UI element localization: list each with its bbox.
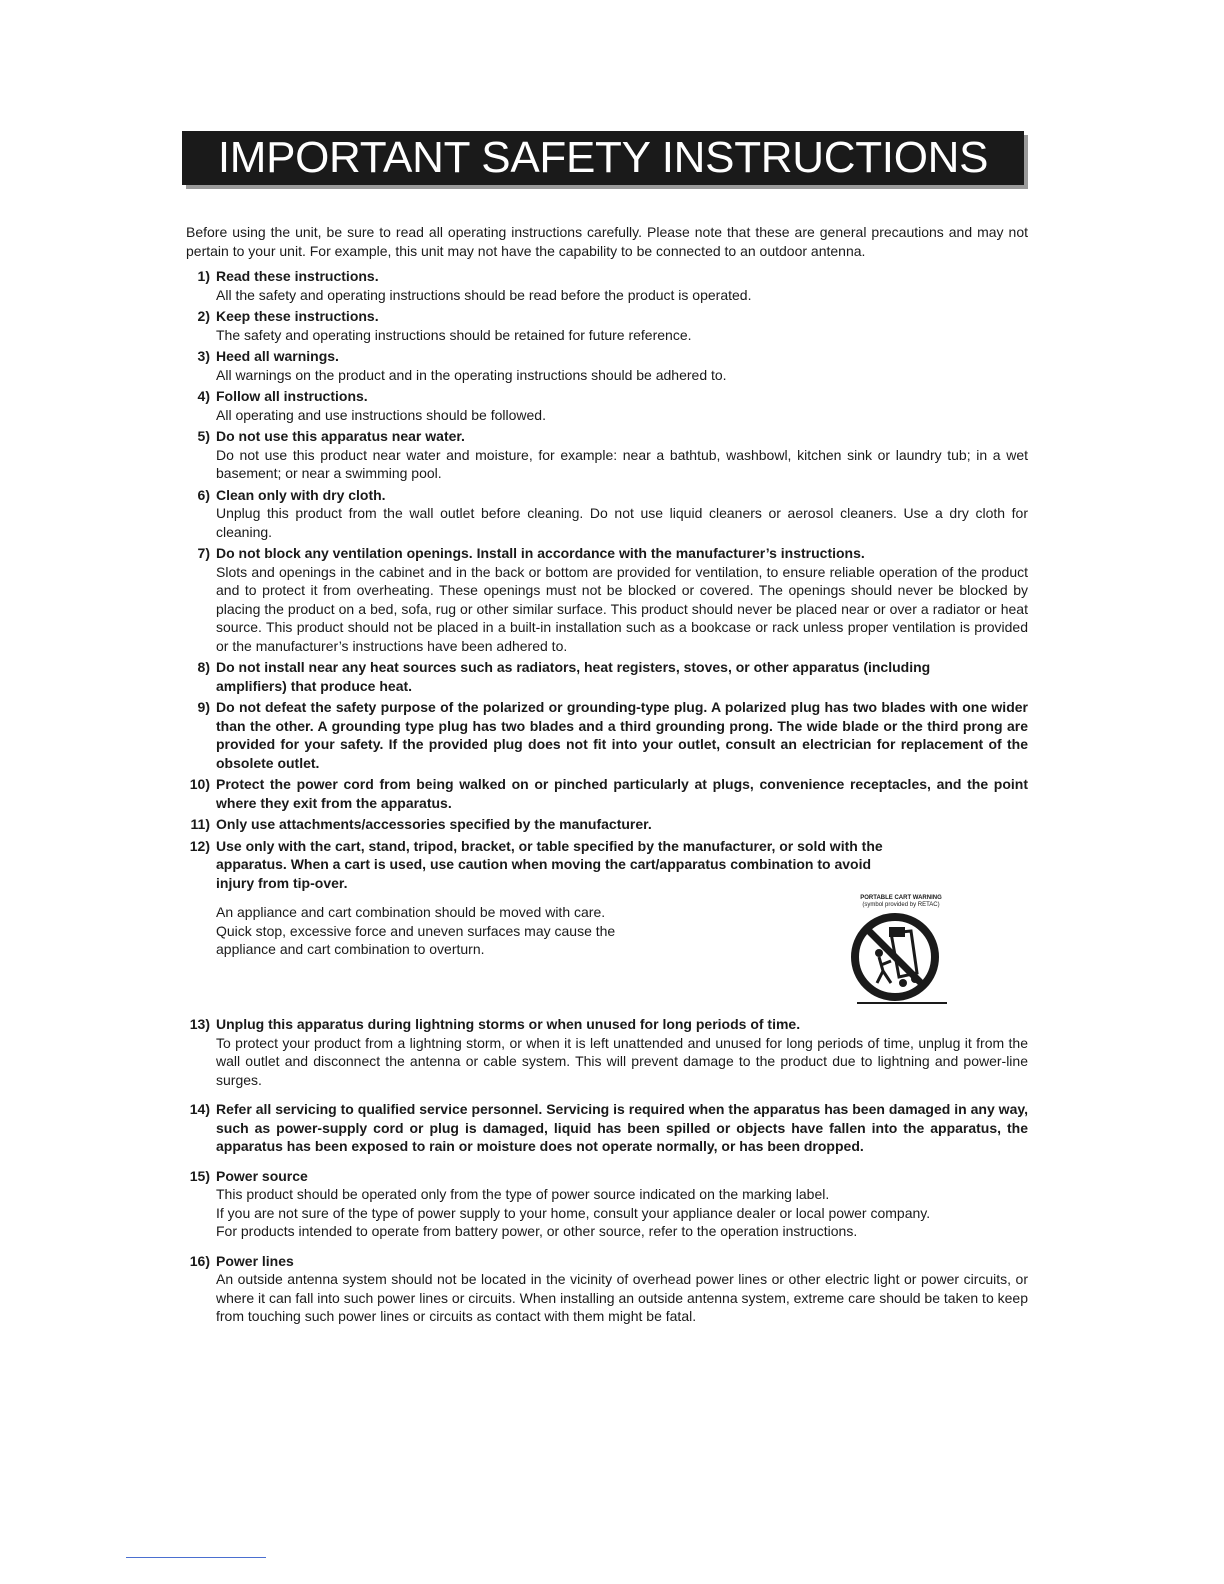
cart-warning-section xyxy=(186,895,1028,1007)
list-item xyxy=(186,1015,1028,1089)
cart-note xyxy=(216,903,656,959)
list-item xyxy=(186,775,1028,812)
item-body: Do not use this product near water and moisture, for example: near a bathtub, washbowl, kitchen sink or laundry tub; in a wet basement; or near a swimming pool. xyxy=(216,446,1028,481)
instruction-list xyxy=(186,267,1028,1329)
no-cart-tipover-icon xyxy=(851,913,951,1005)
item-number: 2) xyxy=(197,308,210,324)
item-body: All warnings on the product and in the operating instructions should be adhered to. xyxy=(216,366,727,383)
item-body: To protect your product from a lightning storm, or when it is left unattended and unused for long periods of time, unplug it from the wall outlet and disconnect the antenna or cable system. This will prevent damage to the product due to lightning and power-line surges. xyxy=(216,1034,1028,1088)
item-number: 9) xyxy=(197,699,210,715)
item-title: Power lines xyxy=(216,1252,294,1269)
title-banner xyxy=(182,131,1024,185)
list-item xyxy=(186,387,1028,424)
cart-warning-credit: (symbol provided by RETAC) xyxy=(862,902,940,908)
item-title: Only use attachments/accessories specified by the manufacturer. xyxy=(216,816,652,832)
item-title: Use only with the cart, stand, tripod, bracket, or table specified by the manufacturer, or sold with the apparatus. When a cart is used, use caution when moving the cart/apparatus combination to avoid injury from tip-over. xyxy=(216,837,883,891)
item-body: If you are not sure of the type of power supply to your home, consult your appliance dealer or local power company. xyxy=(216,1204,931,1221)
item-number: 13) xyxy=(189,1016,210,1032)
item-body: Slots and openings in the cabinet and in the back or bottom are provided for ventilation, to ensure reliable operation of the product and to protect it from overheating. These openings must not be blocked or covered. The openings should never be blocked by placing the product on a bed, sofa, rug or other similar surface. This product should never be placed near or over a radiator or heat source. This product should not be placed in a built-in installation such as a bookcase or rack unless proper ventilation is provided or the manufacturer’s instructions have been adhered to. xyxy=(216,563,1028,654)
item-title: Do not defeat the safety purpose of the polarized or grounding-type plug. A polarized plug has two blades with one wider than the other. A grounding type plug has two blades and a third grounding prong. The wide blade or the third prong are provided for your safety. If the provided plug does not fit into your outlet, consult an electrician for replacement of the obsolete outlet. xyxy=(216,699,1028,771)
item-body: This product should be operated only from the type of power source indicated on the marking label. xyxy=(216,1186,830,1202)
cart-note-line: appliance and cart combination to overturn. xyxy=(216,941,485,957)
list-item xyxy=(186,544,1028,655)
item-number: 15) xyxy=(189,1167,210,1184)
list-item xyxy=(186,486,1028,542)
item-body: An outside antenna system should not be located in the vicinity of overhead power lines or other electric light or power circuits, or where it can fall into such power lines or circuits. When installing an outside antenna system, extreme care should be taken to keep from touching such power lines or circuits as contact with them might be fatal. xyxy=(216,1271,1028,1324)
cart-note-line: Quick stop, excessive force and uneven surfaces may cause the xyxy=(216,922,616,939)
list-item xyxy=(186,1167,1028,1241)
item-number: 5) xyxy=(197,428,210,444)
item-title: Do not install near any heat sources such as radiators, heat registers, stoves, or other apparatus (including amplifiers) that produce heat. xyxy=(216,659,931,694)
list-item xyxy=(186,427,1028,483)
item-number: 7) xyxy=(197,545,210,561)
item-number: 1) xyxy=(197,268,210,284)
item-number: 6) xyxy=(197,486,210,503)
item-body: For products intended to operate from battery power, or other source, refer to the operation instructions. xyxy=(216,1223,858,1239)
item-number: 16) xyxy=(189,1252,210,1269)
list-item xyxy=(186,658,1028,695)
item-body: All operating and use instructions should be followed. xyxy=(216,406,546,423)
list-item xyxy=(186,837,1028,893)
item-body: The safety and operating instructions should be retained for future reference. xyxy=(216,326,692,343)
item-title: Unplug this apparatus during lightning storms or when unused for long periods of time. xyxy=(216,1016,801,1032)
item-title: Read these instructions. xyxy=(216,268,379,284)
list-item xyxy=(186,347,1028,384)
cart-warning-symbol xyxy=(846,895,956,1005)
list-item xyxy=(186,307,1028,344)
item-number: 12) xyxy=(189,837,210,854)
item-number: 14) xyxy=(189,1101,210,1117)
item-title: Heed all warnings. xyxy=(216,348,339,364)
list-item xyxy=(186,1100,1028,1156)
item-title: Do not use this apparatus near water. xyxy=(216,428,465,444)
item-body: Unplug this product from the wall outlet before cleaning. Do not use liquid cleaners or aerosol cleaners. Use a dry cloth for cleaning. xyxy=(216,505,1028,540)
footer-rule xyxy=(126,1557,266,1558)
item-title: Protect the power cord from being walked on or pinched particularly at plugs, convenience receptacles, and the point where they exit from the apparatus. xyxy=(216,776,1028,811)
item-title: Keep these instructions. xyxy=(216,308,379,324)
item-number: 3) xyxy=(197,348,210,364)
cart-note-line: An appliance and cart combination should be moved with care. xyxy=(216,904,606,920)
list-item xyxy=(186,698,1028,772)
item-number: 10) xyxy=(189,776,210,792)
list-item xyxy=(186,1252,1028,1326)
item-body: All the safety and operating instructions should be read before the product is operated. xyxy=(216,286,752,303)
page-title: IMPORTANT SAFETY INSTRUCTIONS xyxy=(217,133,989,182)
item-number: 4) xyxy=(197,388,210,404)
list-item xyxy=(186,267,1028,304)
item-title: Power source xyxy=(216,1167,308,1184)
item-title: Clean only with dry cloth. xyxy=(216,486,386,503)
cart-warning-caption: PORTABLE CART WARNING xyxy=(860,895,942,901)
item-title: Follow all instructions. xyxy=(216,388,368,404)
item-title: Refer all servicing to qualified service personnel. Servicing is required when the apparatus has been damaged in any way, such as power-supply cord or plug is damaged, liquid has been spilled or objects have fallen into the apparatus, the apparatus has been exposed to rain or moisture does not operate normally, or has been dropped. xyxy=(216,1101,1028,1154)
list-item xyxy=(186,815,1028,834)
item-number: 8) xyxy=(197,659,210,675)
intro-paragraph: Before using the unit, be sure to read all operating instructions carefully. Please note that these are general precautions and may not pertain to your unit. For example, this unit may not have the capability to be connected to an outdoor antenna. xyxy=(186,224,1028,259)
item-number: 11) xyxy=(190,816,210,832)
item-title: Do not block any ventilation openings. Install in accordance with the manufacturer’s instructions. xyxy=(216,545,865,561)
